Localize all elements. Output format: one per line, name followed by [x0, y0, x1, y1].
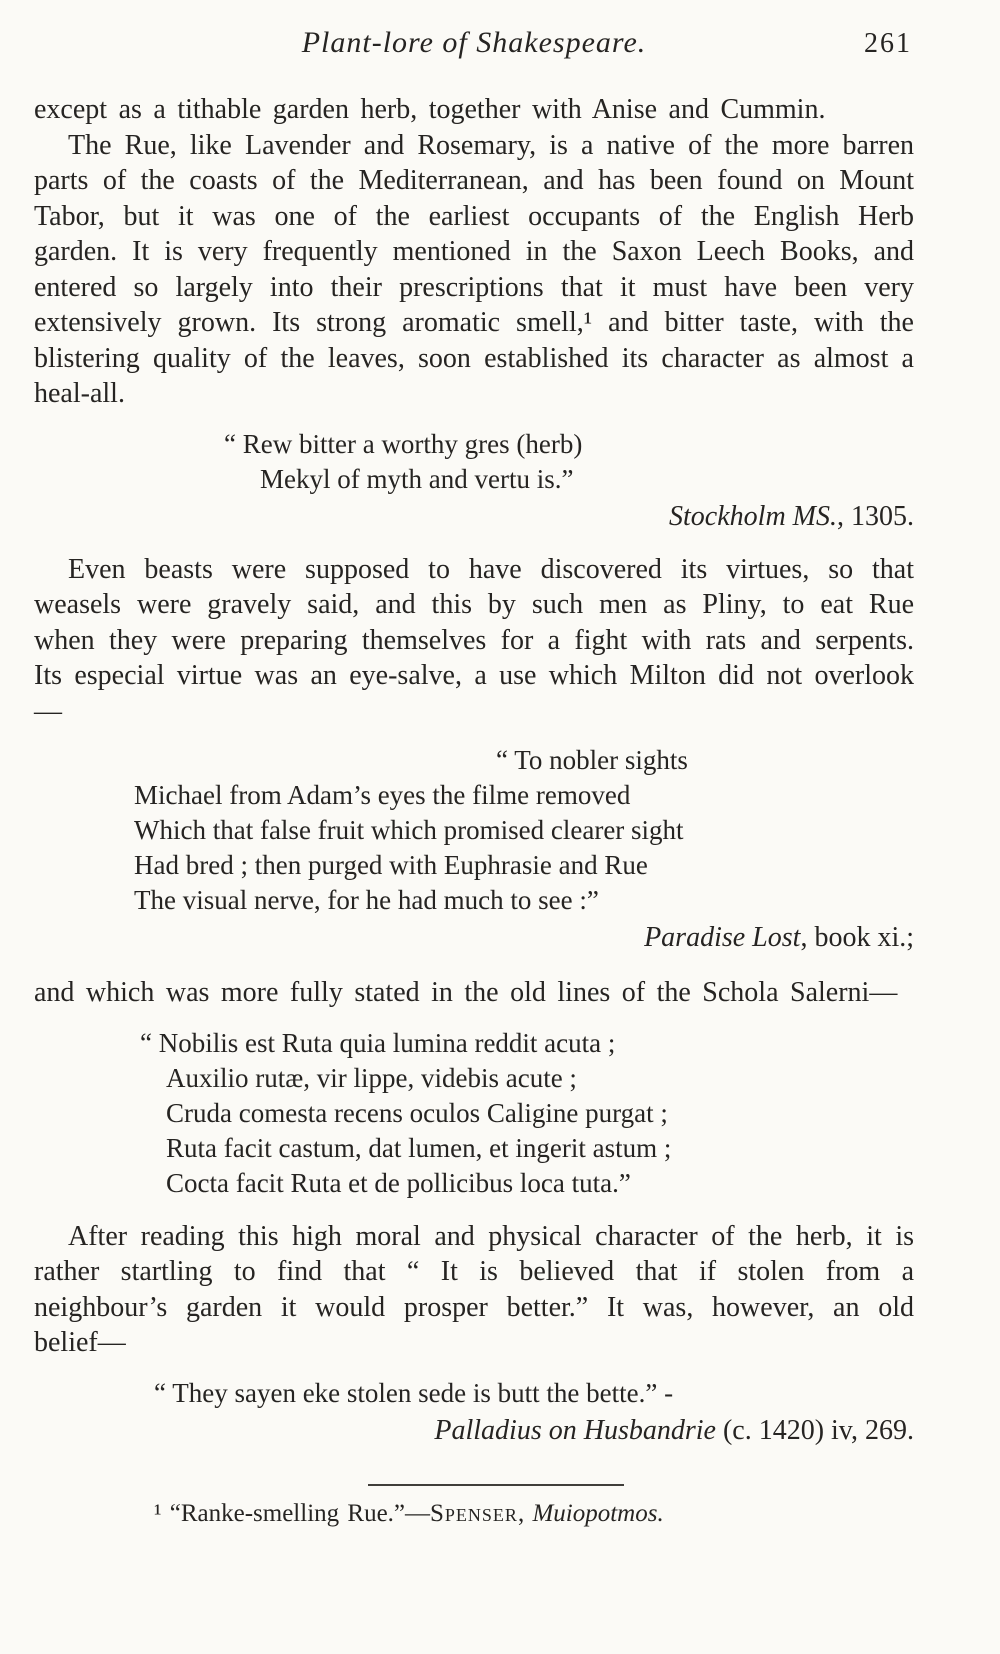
- page-number: 261: [864, 28, 912, 59]
- footnote-separator: ,: [517, 1499, 533, 1527]
- paragraph-schola-salerni: and which was more fully stated in the old lines of the Schola Salerni—: [34, 977, 898, 1008]
- verse-line: Mekyl of myth and vertu is.”: [260, 463, 574, 494]
- attribution-detail: , 1305.: [837, 500, 914, 532]
- verse-line: Ruta facit castum, dat lumen, et ingerit astum ;: [166, 1132, 672, 1163]
- verse-line: Which that false fruit which promised clearer sight: [134, 815, 684, 845]
- verse-quote-latin: [34, 1026, 914, 1201]
- paragraph-beasts: Even beasts were supposed to have discovered its virtues, so that weasels were gravely said, and this by such men as Pliny, to eat Rue when they were preparing themselves for a fight with rats and serpents. Its especial virtue was an eye-salve, a use which Milton did not overlook—: [34, 553, 914, 727]
- quote-attribution: [154, 1413, 914, 1448]
- paragraph-continuation: except as a tithable garden herb, together with Anise and Cummin.: [34, 94, 826, 125]
- verse-line: Cocta facit Ruta et de pollicibus loca tuta.”: [166, 1167, 631, 1198]
- footnote-rule: [368, 1484, 624, 1486]
- verse-line: Cruda comesta recens oculos Caligine purgat ;: [166, 1097, 668, 1128]
- paragraph-stolen-belief: After reading this high moral and physical character of the herb, it is rather startling to find that “ It is believed that if stolen from a neighbour’s garden it would prosper better.” It was, however, an old belief—: [34, 1220, 914, 1358]
- footnote-work: Muiopotmos.: [532, 1499, 664, 1527]
- quote-attribution: [224, 499, 914, 534]
- footnote-text: ¹ “Ranke-smelling Rue.”—: [154, 1499, 431, 1527]
- verse-quote-palladius: [34, 1376, 914, 1448]
- running-header: [34, 26, 914, 68]
- verse-line: “ To nobler sights: [496, 745, 688, 775]
- text-column: [34, 92, 914, 1448]
- verse-line: “ Nobilis est Ruta quia lumina reddit acuta ;: [140, 1027, 616, 1058]
- running-header-title: Plant-lore of Shakespeare.: [301, 26, 647, 59]
- verse-quote-paradise-lost: [34, 743, 914, 955]
- attribution-source: Palladius on Husbandrie: [434, 1414, 716, 1446]
- attribution-detail: , book xi.;: [800, 922, 914, 953]
- quote-attribution: [134, 920, 914, 955]
- verse-line: “ Rew bitter a worthy gres (herb): [224, 428, 583, 459]
- verse-line: The visual nerve, for he had much to see :”: [134, 885, 599, 915]
- footnote-area: [34, 1484, 914, 1528]
- attribution-source: Paradise Lost: [644, 922, 801, 953]
- verse-line: Had bred ; then purged with Euphrasie and Rue: [134, 850, 648, 880]
- footnote: [154, 1500, 914, 1528]
- verse-line: “ They sayen eke stolen sede is butt the bette.” -: [154, 1377, 674, 1408]
- paragraph-rue-origin: The Rue, like Lavender and Rosemary, is a native of the more barren parts of the coasts of the Mediterranean, and has been found on Mount Tabor, but it was one of the earliest occupants of the English Herb garden. It is very frequently mentioned in the Saxon Leech Books, and entered so largely into their prescriptions that it must have been very extensively grown. Its strong aromatic smell,¹ and bitter taste, with the blistering quality of the leaves, soon established its character as almost a heal-all.: [34, 129, 914, 409]
- verse-line: Michael from Adam’s eyes the filme removed: [134, 780, 631, 810]
- footnote-author: Spenser: [430, 1499, 518, 1527]
- attribution-source: Stockholm MS.: [669, 500, 837, 532]
- verse-quote-stockholm: [34, 427, 914, 534]
- attribution-detail: (c. 1420) iv, 269.: [715, 1414, 914, 1446]
- verse-line: Auxilio rutæ, vir lippe, videbis acute ;: [166, 1062, 577, 1093]
